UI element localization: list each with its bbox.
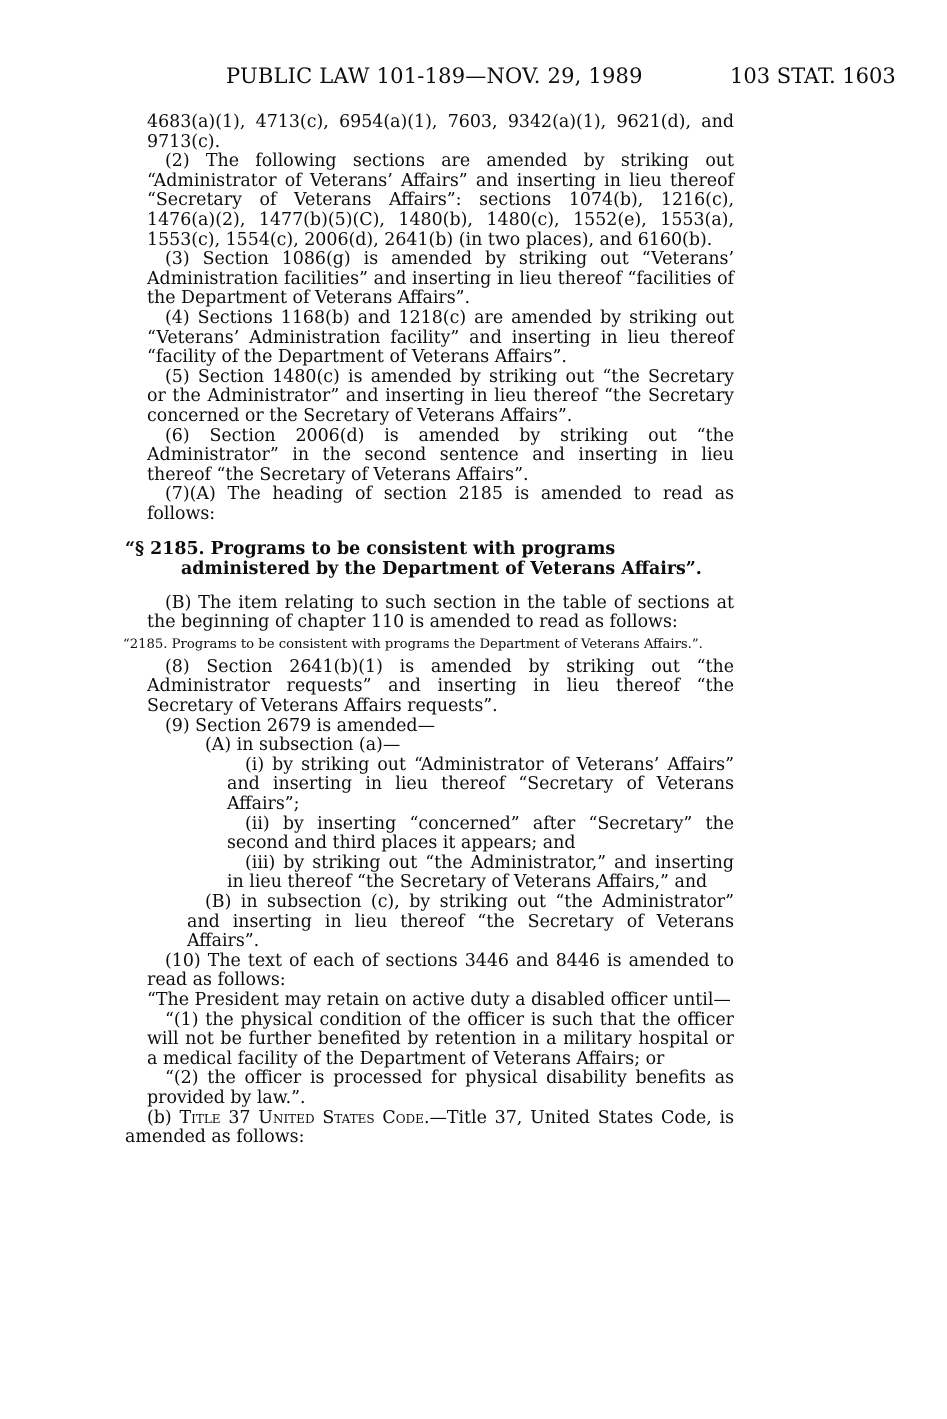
subsection-label: (b) bbox=[147, 1107, 180, 1128]
document-body bbox=[123, 112, 734, 1148]
subparagraph: (B) in subsection (c), by striking out “the Administrator” and inserting in lieu thereof “the Secretary of Veterans Affairs”. bbox=[187, 891, 734, 952]
paragraph: (7)(A) The heading of section 2185 is amended to read as follows: bbox=[147, 484, 734, 524]
quoted-paragraph: “(2) the officer is processed for physical disability benefits as provided by law.”. bbox=[147, 1068, 734, 1108]
paragraph: (4) Sections 1168(b) and 1218(c) are amended by striking out “Veterans’ Administration facility” and inserting in lieu thereof “facility of the Department of Veterans Affairs”. bbox=[147, 307, 734, 368]
paragraph: (3) Section 1086(g) is amended by striking out “Veterans’ Administration facilities” and inserting in lieu thereof “facilities of the Department of Veterans Affairs”. bbox=[147, 249, 734, 309]
quoted-text: “The President may retain on active duty a disabled officer until— bbox=[147, 989, 731, 1010]
paragraph: (5) Section 1480(c) is amended by striking out “the Secretary or the Administrator” and inserting in lieu thereof “the Secretary concerned or the Secretary of Veterans Affairs”. bbox=[147, 366, 734, 426]
subsection-text: .—Title 37, United States Code, is amended as follows: bbox=[125, 1107, 734, 1148]
subsection-b bbox=[125, 1109, 734, 1148]
paragraph: 4683(a)(1), 4713(c), 6954(a)(1), 7603, 9342(a)(1), 9621(d), and 9713(c). bbox=[147, 112, 734, 152]
paragraph: (B) The item relating to such section in the table of sections at the beginning of chapter 110 is amended to read as follows: bbox=[147, 592, 734, 633]
paragraph: (2) The following sections are amended by striking out “Administrator of Veterans’ Affairs” and inserting in lieu thereof “Secretary of Veterans Affairs”: sections 1074(b), 1216(c), 1476(a)(2), 1477(b)(5)(C), 1480(b), 1480(c), 1552(e), 1553(a), 1553(c), 1554(c), 2006(d), 2641(b) (in two places), and 6160(b). bbox=[147, 151, 734, 250]
section-heading: “§ 2185. Programs to be consistent with programs administered by the Department of Veterans Affairs”. bbox=[125, 539, 702, 580]
running-head-title: PUBLIC LAW 101-189—NOV. 29, 1989 bbox=[226, 64, 643, 88]
quoted-paragraph: “(1) the physical condition of the officer is such that the officer will not be further benefited by retention in a military hospital or a medical facility of the Department of Veterans Affairs; or bbox=[147, 1009, 734, 1069]
paragraph: (8) Section 2641(b)(1) is amended by striking out “the Administrator requests” and inserting in lieu thereof “the Secretary of Veterans Affairs requests”. bbox=[147, 656, 734, 717]
subparagraph: (A) in subsection (a)— bbox=[205, 735, 401, 756]
subsection-caption: Title 37 United States Code bbox=[179, 1107, 424, 1128]
paragraph: (6) Section 2006(d) is amended by striking out “the Administrator” in the second sentence and inserting in lieu thereof “the Secretary of Veterans Affairs”. bbox=[147, 425, 734, 485]
statute-page-number: 103 STAT. 1603 bbox=[730, 64, 896, 88]
paragraph: (10) The text of each of sections 3446 and 8446 is amended to read as follows: bbox=[147, 950, 734, 991]
paragraph: (9) Section 2679 is amended— bbox=[165, 715, 435, 736]
table-of-sections-item: “2185. Programs to be consistent with programs the Department of Veterans Affairs.”. bbox=[123, 636, 703, 652]
clause: (i) by striking out “Administrator of Veterans’ Affairs” and inserting in lieu thereof “Secretary of Veterans Affairs”; bbox=[227, 754, 734, 814]
clause: (iii) by striking out “the Administrator,” and inserting in lieu thereof “the Secretary of Veterans Affairs,” and bbox=[227, 852, 734, 893]
clause: (ii) by inserting “concerned” after “Secretary” the second and third places it appears; and bbox=[227, 813, 734, 854]
